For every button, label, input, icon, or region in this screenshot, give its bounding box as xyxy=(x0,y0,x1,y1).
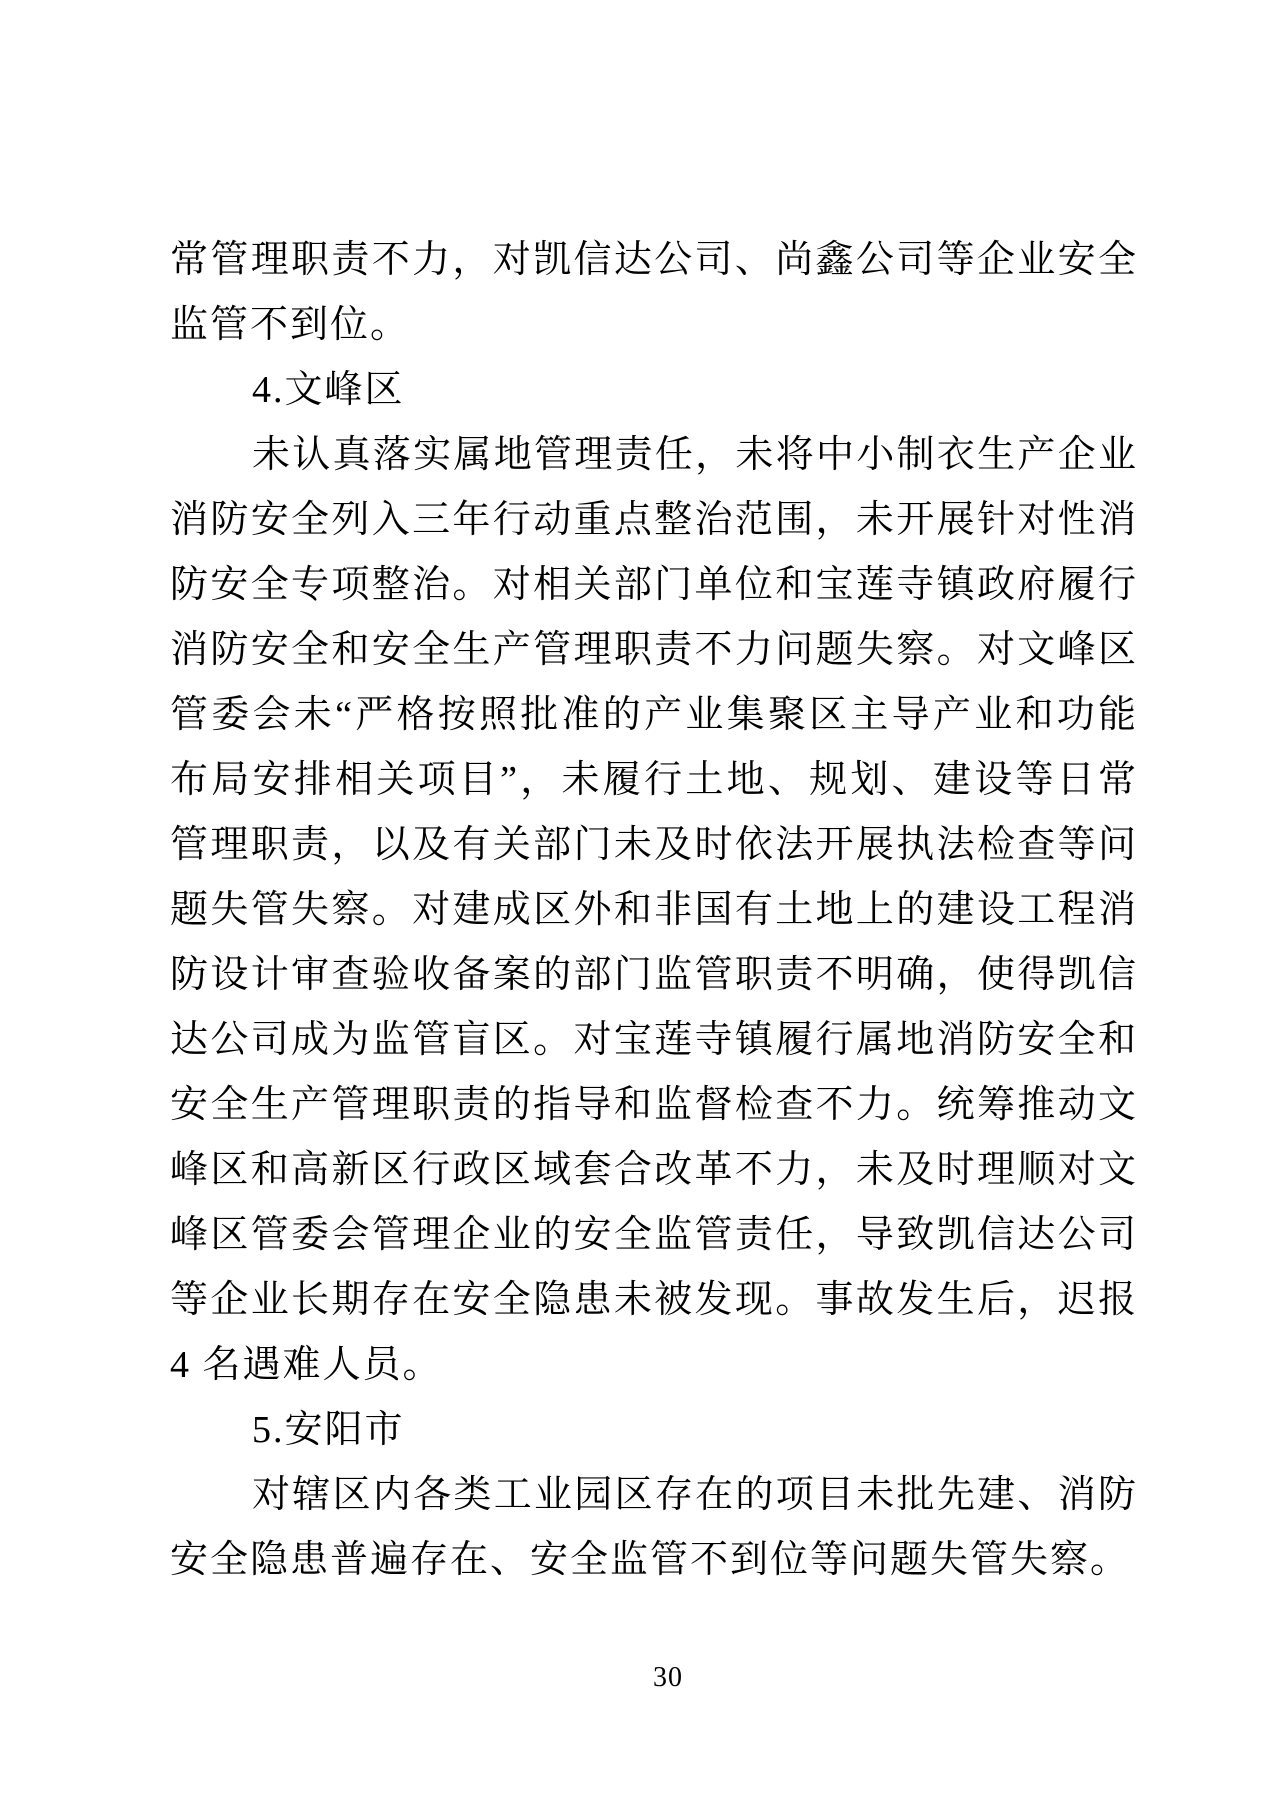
section-heading-4-wenfeng: 4.文峰区 xyxy=(252,369,405,411)
paragraph-anyang-body: 对辖区内各类工业园区存在的项目未批先建、消防安全隐患普遍存在、安全监管不到位等问题失管失察。 xyxy=(170,1474,1138,1581)
paragraph-continuation: 常管理职责不力，对凯信达公司、尚鑫公司等企业安全监管不到位。 xyxy=(170,239,1138,346)
page-footer xyxy=(0,1660,1280,1696)
section-heading-5-anyang: 5.安阳市 xyxy=(252,1409,405,1451)
document-text-block xyxy=(170,228,1138,1593)
paragraph-wenfeng-body: 未认真落实属地管理责任，未将中小制衣生产企业消防安全列入三年行动重点整治范围，未开展针对性消防安全专项整治。对相关部门单位和宝莲寺镇政府履行消防安全和安全生产管理职责不力问题失察。对文峰区管委会未“严格按照批准的产业集聚区主导产业和功能布局安排相关项目”，未履行土地、规划、建设等日常管理职责，以及有关部门未及时依法开展执法检查等问题失管失察。对建成区外和非国有土地上的建设工程消防设计审查验收备案的部门监管职责不明确，使得凯信达公司成为监管盲区。对宝莲寺镇履行属地消防安全和安全生产管理职责的指导和监督检查不力。统筹推动文峰区和高新区行政区域套合改革不力，未及时理顺对文峰区管委会管理企业的安全监管责任，导致凯信达公司等企业长期存在安全隐患未被发现。事故发生后，迟报 4 名遇难人员。 xyxy=(170,434,1138,1386)
page-number: 30 xyxy=(653,1662,683,1693)
